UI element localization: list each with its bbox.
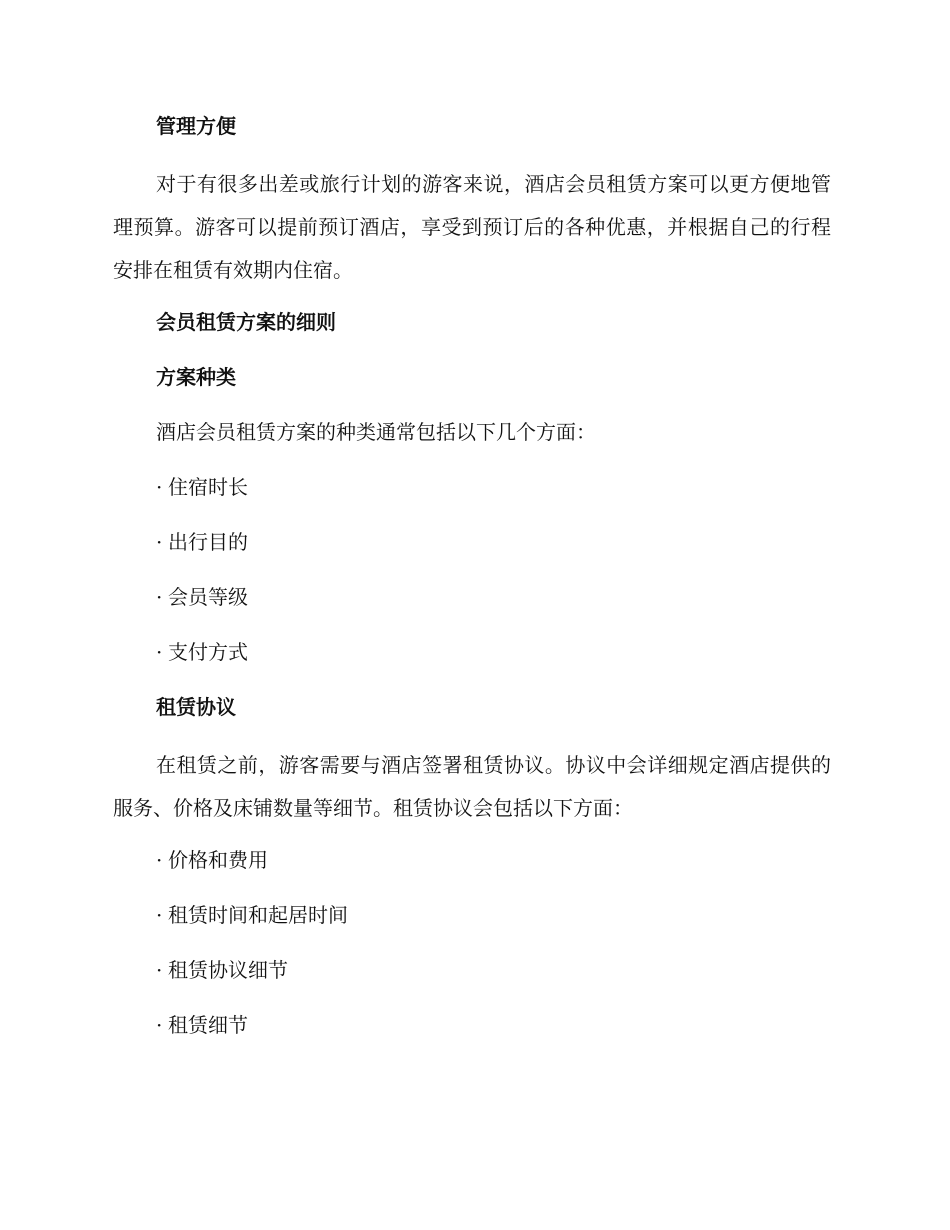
paragraph-types-intro: 酒店会员租赁方案的种类通常包括以下几个方面：: [156, 420, 596, 444]
bullet-icon: ·: [156, 903, 163, 927]
list-item-text: 住宿时长: [168, 475, 248, 499]
bullet-icon: ·: [156, 1013, 163, 1037]
section-heading-manage: 管理方便: [156, 114, 236, 138]
bullet-icon: ·: [156, 585, 163, 609]
list-item: [113, 952, 831, 989]
list-item-text: 会员等级: [168, 585, 248, 609]
list-item: [113, 1007, 831, 1044]
bullet-icon: ·: [156, 530, 163, 554]
list-item: [113, 469, 831, 506]
paragraph-manage: 对于有很多出差或旅行计划的游客来说，酒店会员租赁方案可以更方便地管理预算。游客可以提前预订酒店，享受到预订后的各种优惠，并根据自己的行程安排在租赁有效期内住宿。: [113, 172, 831, 282]
section-heading-agreement: 租赁协议: [156, 695, 236, 719]
list-item-text: 租赁细节: [168, 1013, 248, 1037]
bullet-icon: ·: [156, 640, 163, 664]
bullet-icon: ·: [156, 848, 163, 872]
document-page: [113, 108, 831, 1062]
paragraph-agreement: 在租赁之前，游客需要与酒店签署租赁协议。协议中会详细规定酒店提供的服务、价格及床铺数量等细节。租赁协议会包括以下方面：: [113, 753, 831, 820]
list-item: [113, 897, 831, 934]
list-item-text: 租赁时间和起居时间: [168, 903, 348, 927]
list-item-text: 价格和费用: [168, 848, 268, 872]
section-heading-details: 会员租赁方案的细则: [156, 310, 336, 334]
section-heading-types: 方案种类: [156, 365, 236, 389]
list-item: [113, 579, 831, 616]
list-item-text: 支付方式: [168, 640, 248, 664]
list-item: [113, 634, 831, 671]
bullet-icon: ·: [156, 958, 163, 982]
list-item: [113, 842, 831, 879]
list-item-text: 租赁协议细节: [168, 958, 288, 982]
list-item-text: 出行目的: [168, 530, 248, 554]
list-item: [113, 524, 831, 561]
bullet-icon: ·: [156, 475, 163, 499]
